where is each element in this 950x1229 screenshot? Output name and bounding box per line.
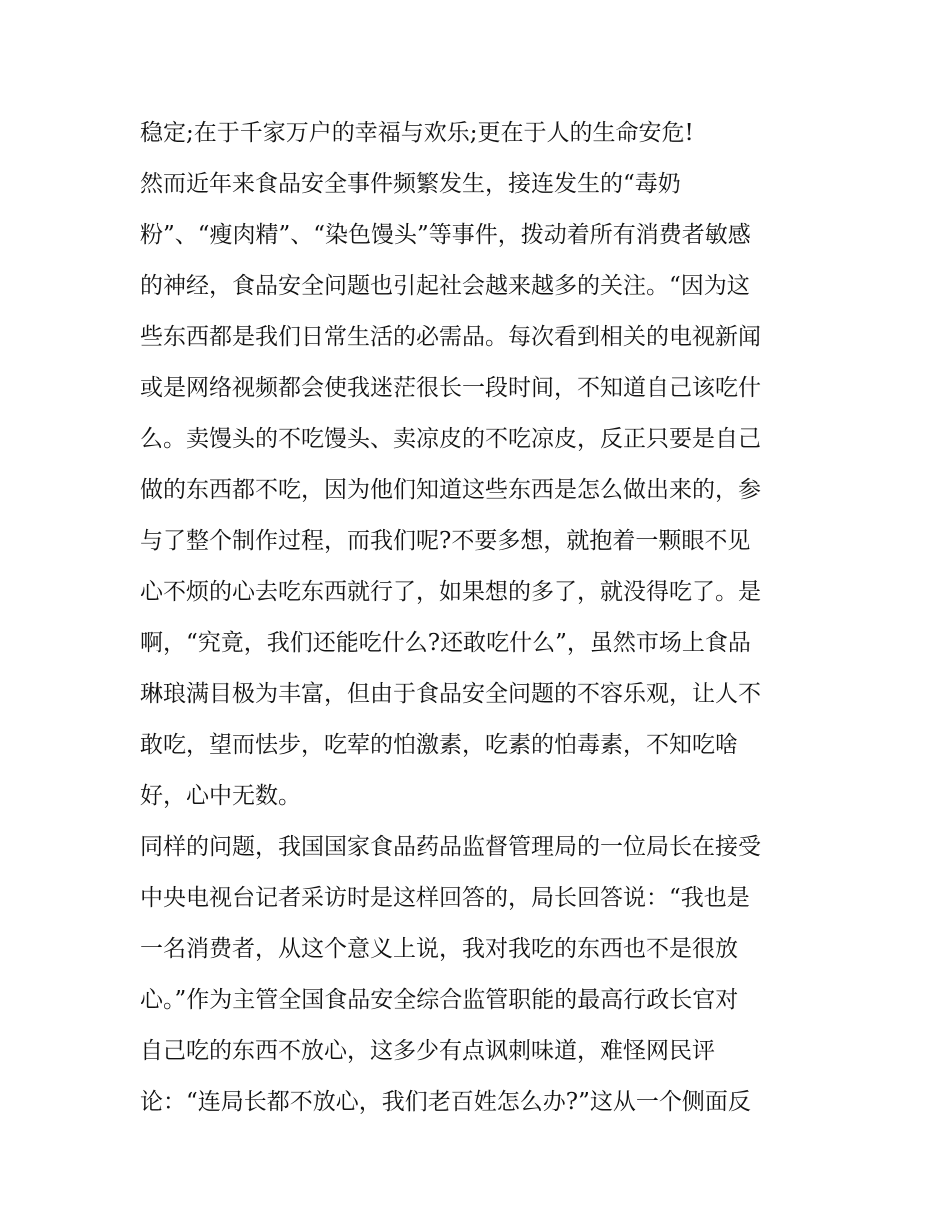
text-line: 中央电视台记者采访时是这样回答的，局长回答说：“我也是 bbox=[140, 885, 750, 911]
text-line: 或是网络视频都会使我迷茫很长一段时间，不知道自己该吃什 bbox=[140, 375, 761, 401]
text-line: 稳定;在于千家万户的幸福与欢乐;更在于人的生命安危! bbox=[140, 120, 694, 146]
text-line: 好，心中无数。 bbox=[140, 783, 301, 809]
text-line: 心。”作为主管全国食品安全综合监管职能的最高行政长官对 bbox=[140, 987, 739, 1013]
text-line: 粉”、“瘦肉精”、“染色馒头”等事件，拨动着所有消费者敏感 bbox=[140, 222, 751, 248]
text-line: 心不烦的心去吃东西就行了，如果想的多了，就没得吃了。是 bbox=[140, 579, 761, 605]
text-line: 然而近年来食品安全事件频繁发生，接连发生的“毒奶 bbox=[140, 171, 681, 197]
text-line: 琳琅满目极为丰富，但由于食品安全问题的不容乐观，让人不 bbox=[140, 681, 761, 707]
text-line: 啊，“究竟，我们还能吃什么?还敢吃什么”，虽然市场上食品 bbox=[140, 630, 751, 656]
text-line: 与了整个制作过程，而我们呢?不要多想，就抱着一颗眼不见 bbox=[140, 528, 751, 554]
text-line: 论：“连局长都不放心，我们老百姓怎么办?”这从一个侧面反 bbox=[140, 1089, 751, 1115]
text-line: 么。卖馒头的不吃馒头、卖凉皮的不吃凉皮，反正只要是自己 bbox=[140, 426, 761, 452]
text-line: 一名消费者，从这个意义上说，我对我吃的东西也不是很放 bbox=[140, 936, 738, 962]
text-line: 的神经，食品安全问题也引起社会越来越多的关注。“因为这 bbox=[140, 273, 750, 299]
text-line: 敢吃，望而怯步，吃荤的怕激素，吃素的怕毒素，不知吃啥 bbox=[140, 732, 738, 758]
body-text bbox=[140, 108, 830, 1128]
text-line: 自己吃的东西不放心，这多少有点讽刺味道，难怪网民评 bbox=[140, 1038, 715, 1064]
text-line: 同样的问题，我国国家食品药品监督管理局的一位局长在接受 bbox=[140, 834, 761, 860]
text-line: 些东西都是我们日常生活的必需品。每次看到相关的电视新闻 bbox=[140, 324, 761, 350]
text-line: 做的东西都不吃，因为他们知道这些东西是怎么做出来的，参 bbox=[140, 477, 761, 503]
